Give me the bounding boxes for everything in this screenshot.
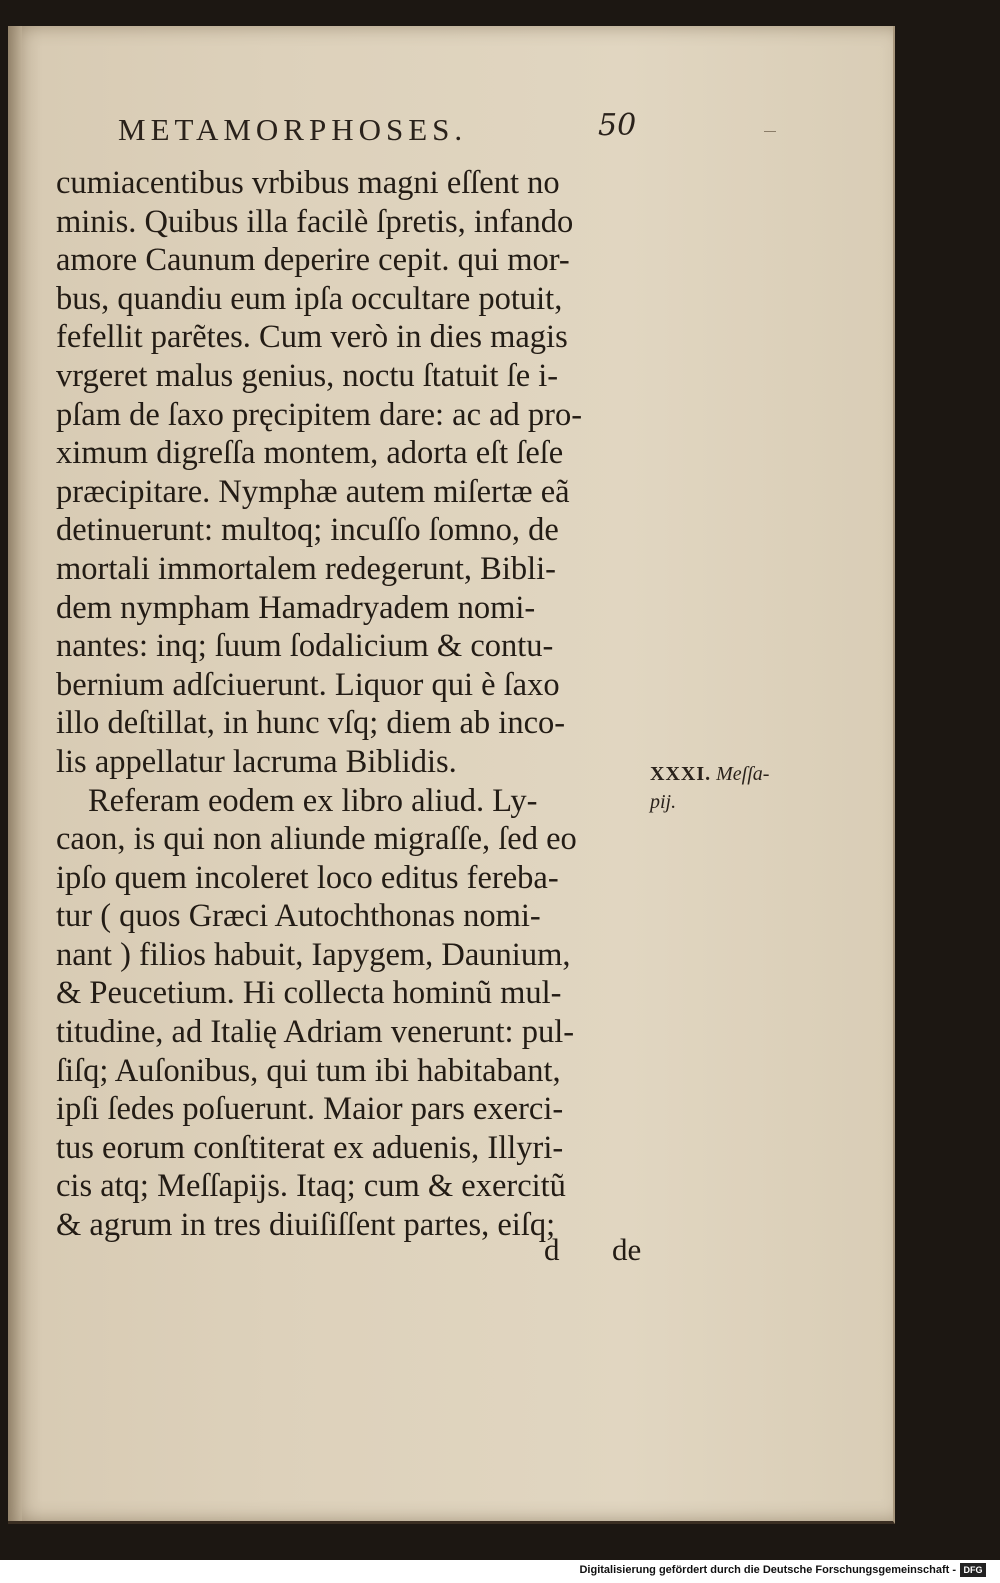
text-line: bernium adſciuerunt. Liquor qui è ſaxo	[56, 666, 560, 703]
paragraph-start-line: Referam eodem ex libro aliud. Ly-	[88, 782, 538, 819]
text-line: minis. Quibus illa facilè ſpretis, infando	[56, 203, 574, 240]
text-line: ximum digreſſa montem, adorta eſt ſeſe	[56, 435, 564, 472]
signature-mark: d	[544, 1232, 560, 1267]
funding-credit: Digitalisierung gefördert durch die Deutsche Forschungsgemeinschaft -	[579, 1564, 956, 1576]
text-line: vrgeret malus genius, noctu ſtatuit ſe i-	[56, 357, 559, 394]
text-line: ſiſq; Auſonibus, qui tum ibi habitabant,	[56, 1052, 561, 1089]
text-line: nantes: inq; ſuum ſodalicium & contu-	[56, 628, 554, 665]
catchword: de	[612, 1232, 642, 1267]
body-text	[56, 164, 656, 1245]
text-line: præcipitare. Nymphæ autem miſertæ eã	[56, 473, 570, 510]
running-title: METAMORPHOSES.	[118, 112, 468, 147]
page-gutter-shadow	[8, 26, 22, 1521]
margin-note-number: XXXI.	[650, 763, 712, 785]
text-line: fefellit parẽtes. Cum verò in dies magis	[56, 319, 568, 356]
text-line: lis appellatur lacruma Biblidis.	[56, 743, 457, 780]
text-line: caon, is qui non aliunde migraſſe, ſed eo	[56, 821, 577, 858]
text-line: pſam de ſaxo pręcipitem dare: ac ad pro-	[56, 396, 583, 433]
text-line: cis atq; Meſſapijs. Itaq; cum & exercitũ	[56, 1168, 566, 1205]
margin-note-word-continued: pij.	[650, 791, 677, 813]
text-line: nant ) filios habuit, Iapygem, Daunium,	[56, 936, 571, 973]
text-line: ipſo quem incoleret loco editus fereba-	[56, 859, 559, 896]
page-number: 50	[598, 108, 637, 143]
text-line: & Peucetium. Hi collecta hominũ mul-	[56, 975, 562, 1012]
text-line: & agrum in tres diuiſiſſent partes, eiſq;	[56, 1207, 556, 1244]
text-line: mortali immortalem redegerunt, Bibli-	[56, 550, 557, 587]
text-line: ipſi ſedes poſuerunt. Maior pars exerci-	[56, 1091, 564, 1128]
text-line: bus, quandiu eum ipſa occultare potuit,	[56, 280, 563, 317]
text-line: amore Caunum deperire cepit. qui mor-	[56, 242, 570, 279]
margin-note	[650, 760, 769, 816]
margin-note-word: Meſſa-	[716, 763, 770, 785]
text-line: cumiacentibus vrbibus magni eſſent no	[56, 165, 560, 201]
text-line: detinuerunt: multoq; incuſſo ſomno, de	[56, 512, 559, 549]
text-line: illo deſtillat, in hunc vſq; diem ab inco-	[56, 705, 566, 742]
header-mark	[764, 131, 776, 132]
dfg-logo-icon: DFG	[960, 1563, 986, 1577]
text-line: tur ( quos Græci Autochthonas nomi-	[56, 898, 541, 935]
text-line: dem nympham Hamadryadem nomi-	[56, 589, 536, 626]
text-line: titudine, ad Italię Adriam venerunt: pul-	[56, 1014, 575, 1051]
text-line: tus eorum conſtiterat ex aduenis, Illyri-	[56, 1129, 564, 1166]
